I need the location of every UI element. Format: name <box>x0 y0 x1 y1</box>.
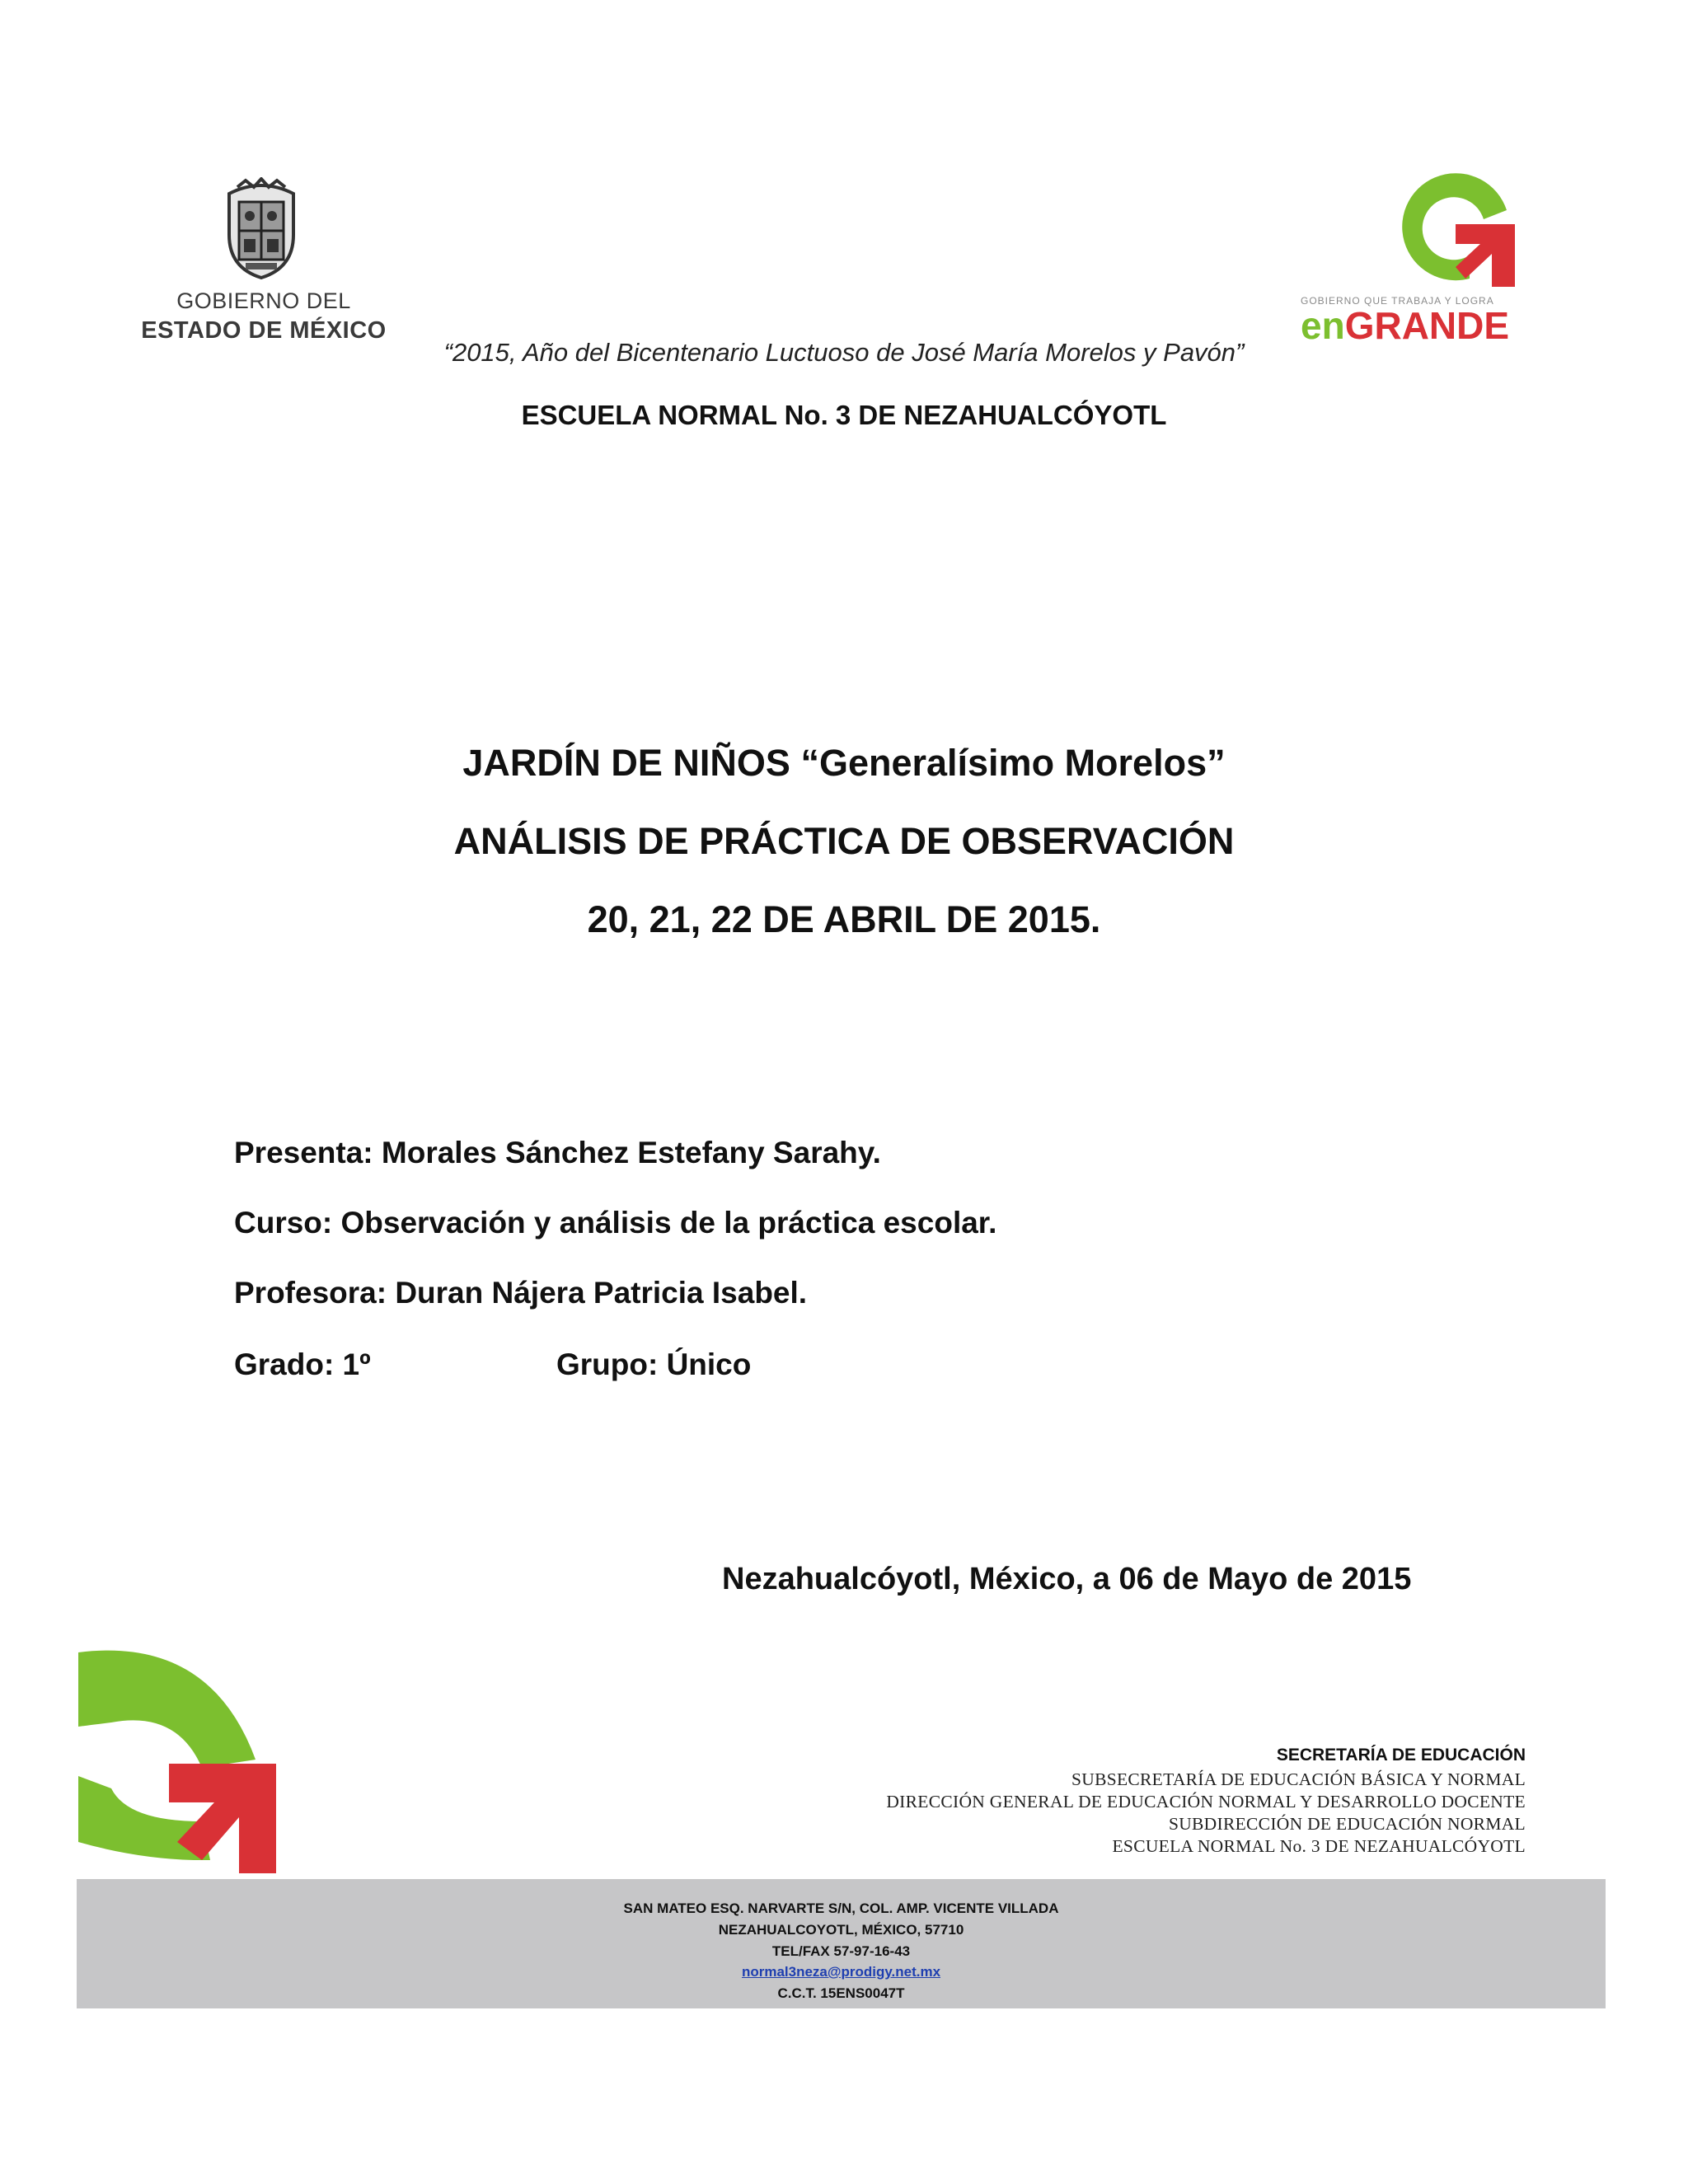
email-line <box>77 1964 1606 1980</box>
gobierno-estado-mexico-logo <box>132 177 396 346</box>
footer-g-logo-icon <box>78 1644 280 1875</box>
school-name: ESCUELA NORMAL No. 3 DE NEZAHUALCÓYOTL <box>521 400 1167 430</box>
presenter: Presenta: Morales Sánchez Estefany Sarahy. <box>234 1136 881 1169</box>
logo-tagline: GOBIERNO QUE TRABAJA Y LOGRA <box>1301 295 1494 307</box>
email-link[interactable]: normal3neza@prodigy.net.mx <box>741 1964 941 1980</box>
address-line2: NEZAHUALCOYOTL, MÉXICO, 57710 <box>718 1922 964 1938</box>
motto: “2015, Año del Bicentenario Luctuoso de José María Morelos y Pavón” <box>443 338 1245 367</box>
logo-text-line1: GOBIERNO DEL <box>176 288 351 313</box>
address-line1: SAN MATEO ESQ. NARVARTE S/N, COL. AMP. VICENTE VILLADA <box>623 1900 1059 1916</box>
course: Curso: Observación y análisis de la práctica escolar. <box>234 1206 997 1240</box>
title-analysis: ANÁLISIS DE PRÁCTICA DE OBSERVACIÓN <box>453 820 1235 862</box>
grade: Grado: 1º <box>234 1347 371 1381</box>
place-date: Nezahualcóyotl, México, a 06 de Mayo de 2015 <box>722 1562 1412 1596</box>
engrande-logo <box>1301 165 1523 346</box>
phone-fax: TEL/FAX 57-97-16-43 <box>771 1943 911 1959</box>
title-kindergarten: JARDÍN DE NIÑOS “Generalísimo Morelos” <box>462 742 1226 784</box>
state-seal-icon <box>213 177 310 280</box>
group: Grupo: Único <box>556 1347 752 1381</box>
logo-text-line2: ESTADO DE MÉXICO <box>141 317 387 344</box>
secretaria: SECRETARÍA DE EDUCACIÓN <box>1276 1746 1526 1765</box>
subdireccion: SUBDIRECCIÓN DE EDUCACIÓN NORMAL <box>1168 1814 1526 1834</box>
direccion-general: DIRECCIÓN GENERAL DE EDUCACIÓN NORMAL Y DESARROLLO DOCENTE <box>886 1792 1526 1811</box>
cct: C.C.T. 15ENS0047T <box>777 1985 905 2001</box>
professor: Profesora: Duran Nájera Patricia Isabel. <box>234 1276 808 1310</box>
wordmark-en: en <box>1301 304 1345 347</box>
g-logo-icon <box>1391 173 1523 288</box>
subsecretaria: SUBSECRETARÍA DE EDUCACIÓN BÁSICA Y NORMAL <box>1071 1769 1526 1789</box>
escuela-normal: ESCUELA NORMAL No. 3 DE NEZAHUALCÓYOTL <box>1112 1836 1526 1856</box>
footer-bar <box>77 1879 1606 2008</box>
title-dates: 20, 21, 22 DE ABRIL DE 2015. <box>587 898 1101 940</box>
footer-institution <box>886 1746 1526 1858</box>
wordmark-grande: GRANDE <box>1344 304 1510 347</box>
